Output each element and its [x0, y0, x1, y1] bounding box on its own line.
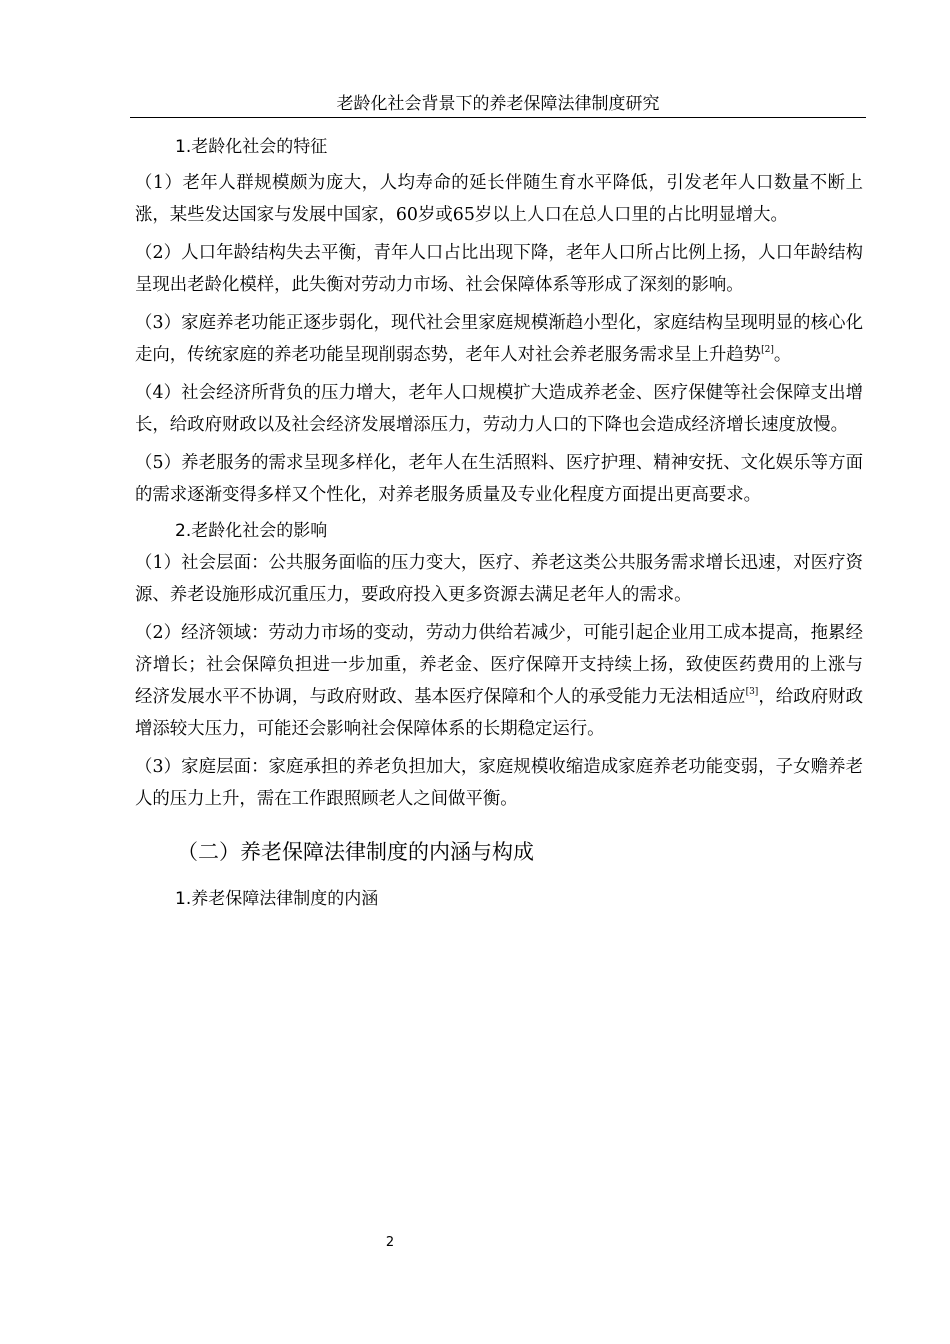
paragraph-feature-1: （1）老年人群规模颇为庞大，人均寿命的延长伴随生育水平降低，引发老年人口数量不断上涨，某些发达国家与发展中国家，60岁或65岁以上人口在总人口里的占比明显增大。: [135, 173, 863, 225]
paragraph-feature-4: （4）社会经济所背负的压力增大，老年人口规模扩大造成养老金、医疗保健等社会保障支出增长，给政府财政以及社会经济发展增添压力，劳动力人口的下降也会造成经济增长速度放慢。: [135, 383, 863, 435]
paragraph-impact-2: [135, 617, 863, 745]
paragraph-text: （3）家庭养老功能正逐步弱化，现代社会里家庭规模渐趋小型化，家庭结构呈现明显的核心化走向，传统家庭的养老功能呈现削弱态势，老年人对社会养老服务需求呈上升趋势: [135, 313, 863, 365]
citation-ref: [2]: [761, 345, 774, 355]
running-header: 老龄化社会背景下的养老保障法律制度研究: [130, 93, 866, 118]
section-heading-legal-system: （二）养老保障法律制度的内涵与构成: [177, 840, 534, 864]
subsection-heading-impacts: 2.老龄化社会的影响: [175, 521, 328, 541]
citation-ref: [3]: [745, 687, 759, 697]
subsection-heading-features: 1.老龄化社会的特征: [175, 137, 328, 157]
paragraph-text-end: 。: [773, 345, 792, 365]
paragraph-feature-5: （5）养老服务的需求呈现多样化，老年人在生活照料、医疗护理、精神安抚、文化娱乐等方面的需求逐渐变得多样又个性化，对养老服务质量及专业化程度方面提出更高要求。: [135, 453, 863, 505]
document-body: [135, 131, 863, 915]
paragraph-impact-3: （3）家庭层面：家庭承担的养老负担加大，家庭规模收缩造成家庭养老功能变弱，子女赡养老人的压力上升，需在工作跟照顾老人之间做平衡。: [135, 757, 863, 809]
paragraph-feature-2: （2）人口年龄结构失去平衡，青年人口占比出现下降，老年人口所占比例上扬，人口年龄结构呈现出老龄化模样，此失衡对劳动力市场、社会保障体系等形成了深刻的影响。: [135, 243, 863, 295]
subsection-heading-connotation: 1.养老保障法律制度的内涵: [175, 889, 379, 909]
page-number: 2: [385, 1235, 395, 1250]
paragraph-feature-3: [135, 307, 863, 371]
paragraph-text-end: ，给政府财政增添较大压力，可能还会影响社会保障体系的长期稳定运行。: [135, 687, 863, 739]
paragraph-text: （2）经济领域：劳动力市场的变动，劳动力供给若减少，可能引起企业用工成本提高，拖累经济增长；社会保障负担进一步加重，养老金、医疗保障开支持续上扬，致使医药费用的上涨与经济发展水平不协调，与政府财政、基本医疗保障和个人的承受能力无法相适应: [135, 623, 863, 707]
paragraph-impact-1: （1）社会层面：公共服务面临的压力变大，医疗、养老这类公共服务需求增长迅速，对医疗资源、养老设施形成沉重压力，要政府投入更多资源去满足老年人的需求。: [135, 553, 863, 605]
